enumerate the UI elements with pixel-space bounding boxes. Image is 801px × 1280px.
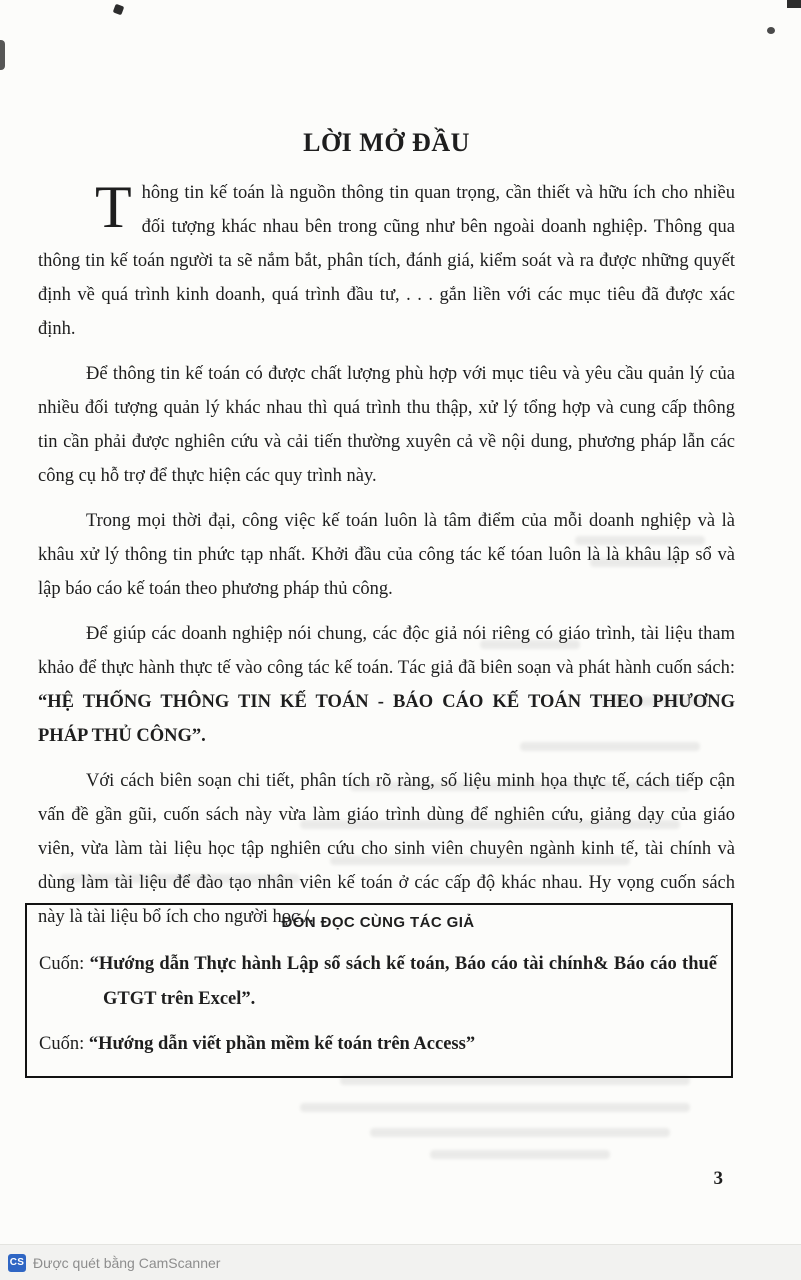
- scan-artifact: [767, 27, 775, 34]
- camscanner-footer: [0, 1244, 801, 1280]
- scan-artifact: [0, 40, 5, 70]
- bleed-through-line: [300, 1103, 690, 1112]
- bleed-through-line: [430, 1150, 610, 1159]
- paragraph-text: hông tin kế toán là nguồn thông tin quan trọng, cần thiết và hữu ích cho nhiều đối tượng khác nhau bên trong cũng như bên ngoài doanh nghiệp. Thông qua thông tin kế toán người ta sẽ nắm bắt, phân tích, đánh giá, kiểm soát và ra được những quyết định về quá trình kinh doanh, quá trình đầu tư, . . . gắn liền với các mục tiêu đã được xác định.: [38, 183, 735, 339]
- promo-box-title: ĐÓN ĐỌC CÙNG TÁC GIẢ: [281, 914, 475, 931]
- page-number: 3: [713, 1168, 723, 1189]
- bleed-through-line: [370, 1128, 670, 1137]
- book-title-inline: “HỆ THỐNG THÔNG TIN KẾ TOÁN - BÁO CÁO KẾ TOÁN THEO PHƯƠNG PHÁP THỦ CÔNG”.: [38, 692, 735, 746]
- paragraph: Trong mọi thời đại, công việc kế toán luôn là tâm điểm của mỗi doanh nghiệp và là khâu xử lý thông tin phức tạp nhất. Khởi đầu của công tác kế tóan luôn là là khâu lập sổ và lập báo cáo kế toán theo phương pháp thủ công.: [38, 511, 735, 599]
- page-content: [38, 128, 735, 945]
- paragraph-intro: [38, 176, 735, 346]
- promo-book-label: Cuốn:: [39, 954, 90, 974]
- drop-cap: T: [95, 174, 132, 240]
- promo-box: [25, 903, 733, 1078]
- promo-book-title: “Hướng dẫn Thực hành Lập sổ sách kế toán, Báo cáo tài chính& Báo cáo thuế GTGT trên Excel”.: [89, 954, 718, 1009]
- scan-artifact: [787, 0, 801, 8]
- camscanner-logo-icon: CS: [8, 1254, 26, 1272]
- promo-book-title: “Hướng dẫn viết phần mềm kế toán trên Access”: [88, 1034, 476, 1054]
- camscanner-watermark-text: Được quét bằng CamScanner: [33, 1254, 221, 1271]
- paragraph: Với cách biên soạn chi tiết, phân tích rõ ràng, số liệu minh họa thực tế, cách tiếp cận vấn đề gần gũi, cuốn sách này vừa làm giáo trình dùng để nghiên cứu, giảng dạy của giáo viên, vừa làm tài liệu học tập nghiên cứu cho sinh viên chuyên ngành kinh tế, tài chính và dùng làm tài liệu để đào tạo nhân viên kế toán ở các cấp độ khác nhau. Hy vọng cuốn sách này là tài liệu bổ ích cho người học./.: [38, 771, 735, 927]
- promo-book-label: Cuốn:: [39, 1034, 89, 1054]
- promo-book-item: [39, 1027, 717, 1062]
- page-title: LỜI MỞ ĐẦU: [303, 128, 470, 157]
- paragraph-with-book-title: [38, 617, 735, 753]
- paragraph-text: Để giúp các doanh nghiệp nói chung, các độc giả nói riêng có giáo trình, tài liệu tham khảo để thực hành thực tế vào công tác kế toán. Tác giả đã biên soạn và phát hành cuốn sách:: [38, 624, 735, 678]
- paragraph: Để thông tin kế toán có được chất lượng phù hợp với mục tiêu và yêu cầu quản lý của nhiều đối tượng quản lý khác nhau thì quá trình thu thập, xử lý tổng hợp và cung cấp thông tin cần phải được nghiên cứu và cải tiến thường xuyên cả về nội dung, phương pháp lẫn các công cụ hỗ trợ để thực hiện các quy trình này.: [38, 364, 735, 486]
- promo-book-item: [39, 947, 717, 1017]
- scan-artifact: [113, 4, 125, 16]
